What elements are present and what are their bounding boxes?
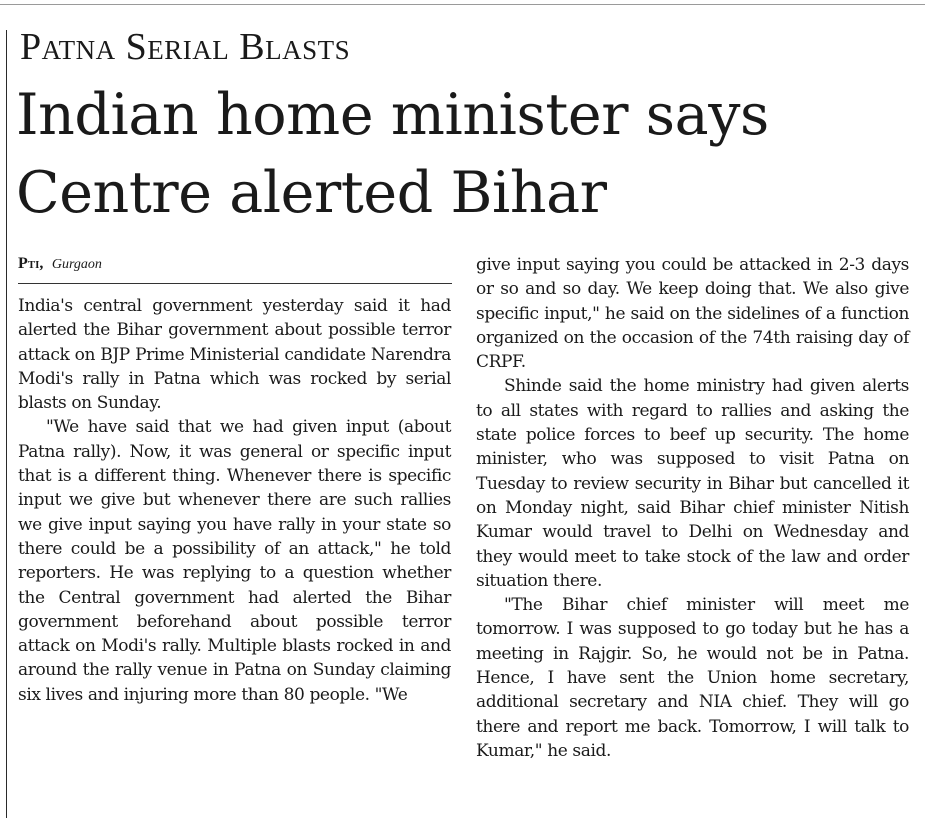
left-border-rule <box>6 30 7 818</box>
article-column-2 <box>476 253 909 763</box>
paragraph: "The Bihar chief minister will meet me tomorrow. I was supposed to go today but he has a meeting in Rajgir. So, he would not be in Patna. Hence, I have sent the Union home secretary, additional secretary and NIA chief. They will go there and report me back. Tomorrow, I will talk to Kumar," he said. <box>476 595 909 761</box>
article-column-1 <box>18 294 451 707</box>
byline <box>18 256 102 273</box>
byline-agency: Pti, <box>18 255 44 272</box>
byline-location: Gurgaon <box>51 257 102 272</box>
section-kicker: Patna Serial Blasts <box>20 26 351 68</box>
paragraph: "We have said that we had given input (about Patna rally). Now, it was general or specific input that is a different thing. Whenever there is specific input we give but whenever there are such rallies we give input saying you have rally in your state so there could be a possibility of an attack," he told reporters. He was replying to a question whether the Central government had alerted the Bihar government beforehand about possible terror attack on Modi's rally. Multiple blasts rocked in and around the rally venue in Patna on Sunday claiming six lives and injuring more than 80 people. "We <box>18 417 451 705</box>
top-border-rule <box>0 4 925 5</box>
article-headline: Indian home minister says Centre alerted Bihar <box>16 82 769 226</box>
paragraph: give input saying you could be attacked in 2-3 days or so and so day. We keep doing that. We also give specific input," he said on the sidelines of a function organized on the occasion of the 74th raising day of CRPF. <box>476 255 909 373</box>
byline-divider <box>18 283 452 284</box>
paragraph: Shinde said the home ministry had given alerts to all states with regard to rallies and asking the state police forces to beef up security. The home minister, who was supposed to visit Patna on Tuesday to review security in Bihar but cancelled it on Monday night, said Bihar chief minister Nitish Kumar would travel to Delhi on Wednesday and they would meet to take stock of the law and order situation there. <box>476 376 909 591</box>
paragraph: India's central government yesterday said it had alerted the Bihar government about possible terror attack on BJP Prime Ministerial candidate Narendra Modi's rally in Patna which was rocked by serial blasts on Sunday. <box>18 296 451 414</box>
